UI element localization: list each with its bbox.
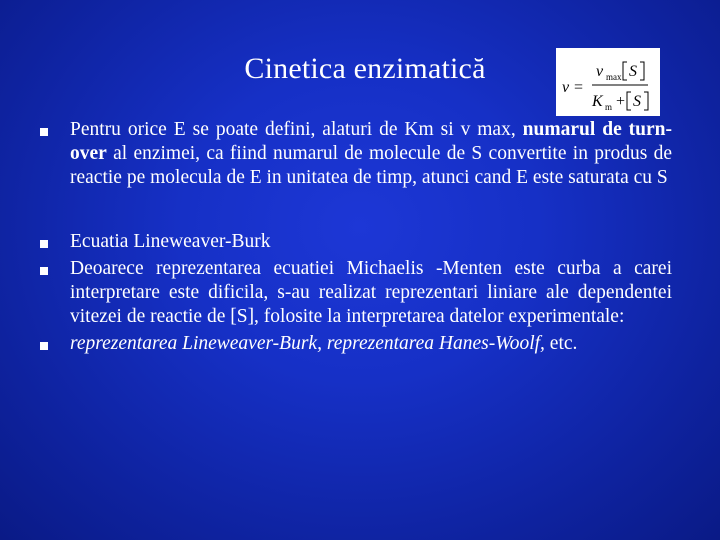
bullet-item-michaelis [40,257,672,329]
formula-vmax: v [596,63,604,80]
square-bullet-icon [40,342,48,350]
formula-bracket-right-bottom [644,92,648,110]
formula-m-subscript: m [605,102,613,112]
bullet-list [40,118,672,356]
formula-bracket-left-bottom [627,92,631,110]
formula-bracket-right-top [640,62,644,80]
bullet-item-lineweaver [40,230,672,254]
bullet-bold-term: numarul de turn-over [70,119,673,164]
bullet-text: al enzimei, ca fiind numarul de molecule de S convertite in produs de reactie pe molecula de E in unitatea de timp, atunci cand E este saturata cu S [70,143,672,188]
formula-Km: K [592,93,603,110]
bullet-text: Deoarece reprezentarea ecuatiei Michaelis -Menten este curba a carei interpretare este dificila, s-au realizat reprezentari liniare ale dependentei vitezei de reactie de [S], folosite la interpretarea datelor experimentale: [70,258,672,327]
bullet-text: Pentru orice E se poate defini, alaturi de Km si v max, [70,119,523,140]
bullet-italic-text: reprezentarea Lineweaver-Burk, reprezentarea Hanes-Woolf, [70,333,545,354]
square-bullet-icon [40,240,48,248]
michaelis-menten-formula [556,48,660,116]
bullet-item-representations [40,332,672,356]
square-bullet-icon [40,128,48,136]
bullet-item-turnover [40,118,672,190]
bullet-text: Ecuatia Lineweaver-Burk [70,231,271,252]
formula-max-subscript: max [606,72,622,82]
formula-S-denominator: S [633,93,641,110]
slide-title: Cinetica enzimatică [244,52,486,85]
bullet-text: etc. [544,333,578,354]
formula-bracket-left-top [623,62,627,80]
formula-plus: + [616,93,626,110]
formula-S-numerator: S [629,63,637,80]
formula-equals: = [574,79,584,96]
square-bullet-icon [40,267,48,275]
formula-v: v [562,79,570,96]
